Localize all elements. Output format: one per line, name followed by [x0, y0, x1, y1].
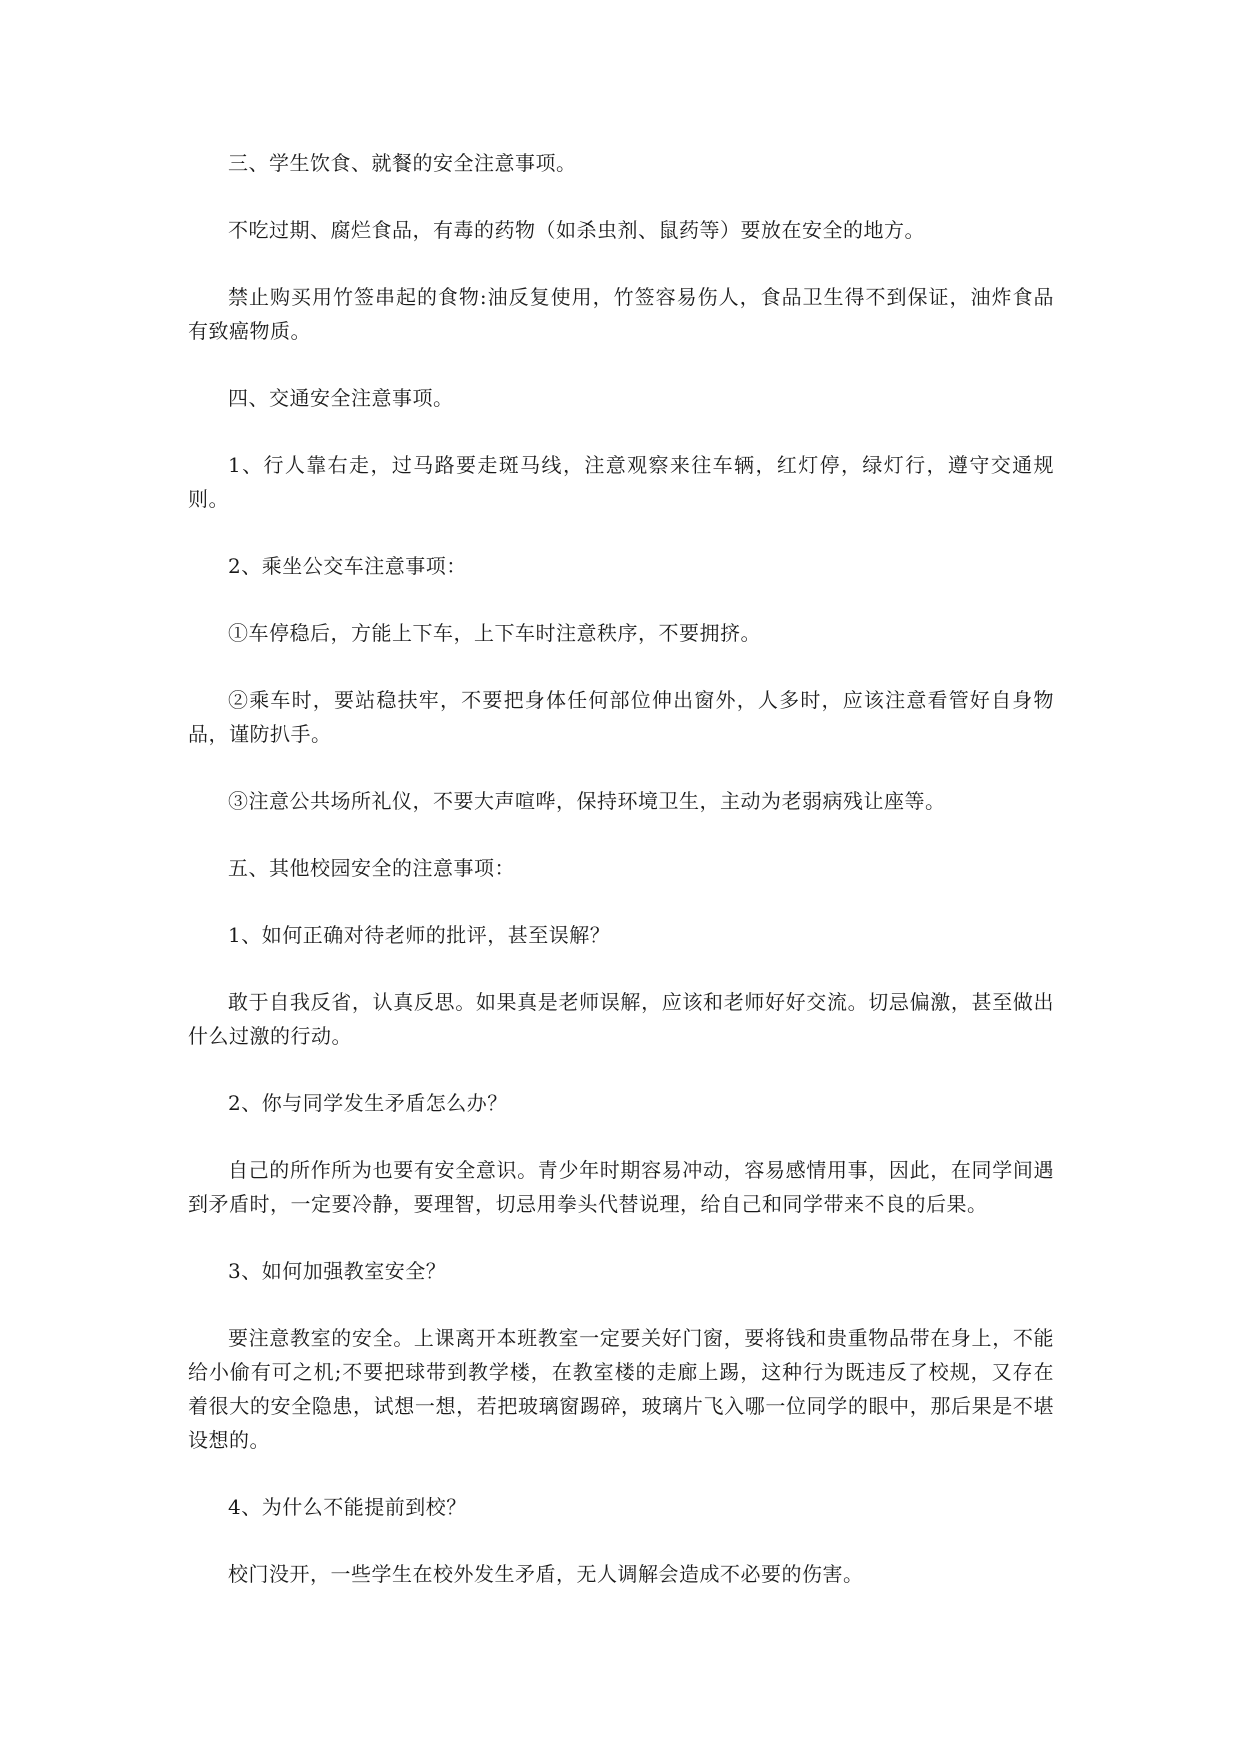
list-item-bus-etiquette: ③注意公共场所礼仪，不要大声喧哗，保持环境卫生，主动为老弱病残让座等。 — [228, 789, 946, 813]
list-item-bus-boarding: ①车停稳后，方能上下车，上下车时注意秩序，不要拥挤。 — [228, 621, 761, 645]
paragraph-pedestrian-rules: 1、行人靠右走，过马路要走斑马线，注意观察来往车辆，红灯停，绿灯行，遵守交通规则。 — [188, 453, 1054, 511]
answer-teacher-criticism: 敢于自我反省，认真反思。如果真是老师误解，应该和老师好好交流。切忌偏激，甚至做出什么过激的行动。 — [188, 990, 1054, 1048]
answer-classroom-safety: 要注意教室的安全。上课离开本班教室一定要关好门窗，要将钱和贵重物品带在身上，不能给小偷有可之机;不要把球带到教学楼，在教室楼的走廊上踢，这种行为既违反了校规，又存在着很大的安全隐患，试想一想，若把玻璃窗踢碎，玻璃片飞入哪一位同学的眼中，那后果是不堪设想的。 — [188, 1326, 1054, 1452]
question-classmate-conflict: 2、你与同学发生矛盾怎么办？ — [228, 1091, 508, 1115]
section-heading-campus-safety: 五、其他校园安全的注意事项： — [228, 856, 515, 880]
paragraph-skewer-food: 禁止购买用竹签串起的食物:油反复使用，竹签容易伤人，食品卫生得不到保证，油炸食品有致癌物质。 — [188, 285, 1054, 343]
question-classroom-safety: 3、如何加强教室安全？ — [228, 1259, 447, 1283]
answer-classmate-conflict: 自己的所作所为也要有安全意识。青少年时期容易冲动，容易感情用事，因此，在同学间遇到矛盾时，一定要冷静，要理智，切忌用拳头代替说理，给自己和同学带来不良的后果。 — [188, 1158, 1054, 1216]
list-item-bus-riding: ②乘车时，要站稳扶牢，不要把身体任何部位伸出窗外，人多时，应该注意看管好自身物品，谨防扒手。 — [188, 688, 1054, 746]
paragraph-expired-food: 不吃过期、腐烂食品，有毒的药物（如杀虫剂、鼠药等）要放在安全的地方。 — [228, 218, 925, 242]
document-page — [188, 146, 1054, 1624]
question-early-arrival: 4、为什么不能提前到校？ — [228, 1495, 467, 1519]
answer-early-arrival: 校门没开，一些学生在校外发生矛盾，无人调解会造成不必要的伤害。 — [228, 1562, 864, 1586]
section-heading-food-safety: 三、学生饮食、就餐的安全注意事项。 — [228, 151, 577, 175]
question-teacher-criticism: 1、如何正确对待老师的批评，甚至误解？ — [228, 923, 611, 947]
subheading-bus-rules: 2、乘坐公交车注意事项： — [228, 554, 467, 578]
section-heading-traffic-safety: 四、交通安全注意事项。 — [228, 386, 454, 410]
